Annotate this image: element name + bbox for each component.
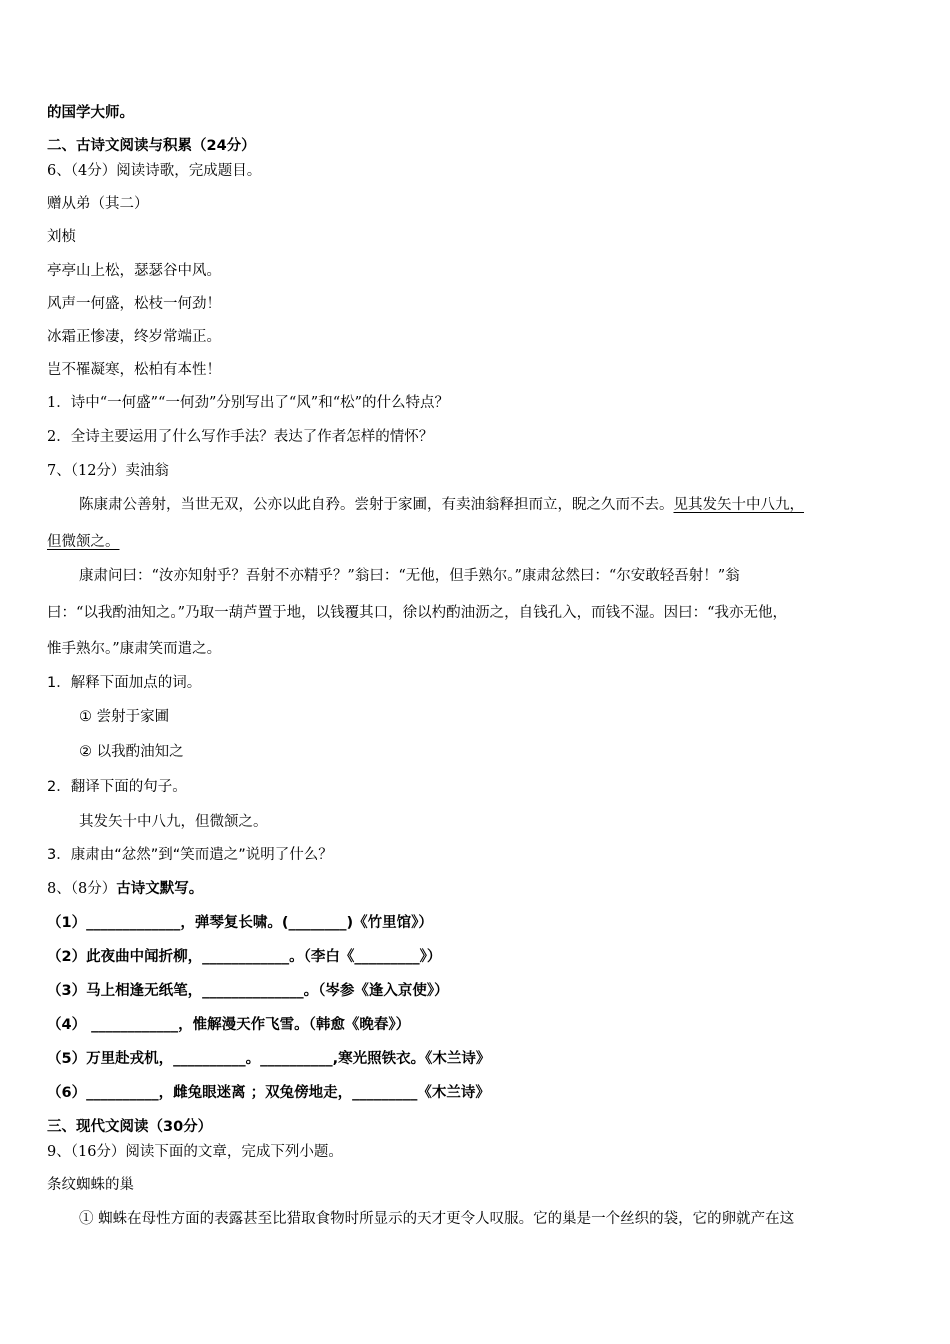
poem-title: 赠从弟（其二） [47,196,149,212]
sub-question: 1．解释下面加点的词。 [47,675,202,691]
passage-line: 惟手熟尔。”康肃笑而遣之。 [47,641,222,657]
section-heading: 三、现代文阅读（30分） [47,1119,213,1135]
text-line: 的国学大师。 [47,105,134,121]
article-title: 条纹蜘蛛的巢 [47,1177,134,1193]
sub-question: 1．诗中“一何盛”“一何劲”分别写出了“风”和“松”的什么特点？ [47,395,450,411]
sub-question: 2．翻译下面的句子。 [47,779,187,795]
poem-line: 风声一何盛，松枝一何劲！ [47,296,221,312]
poem-line: 亭亭山上松，瑟瑟谷中风。 [47,263,221,279]
sentence-item: 其发矢十中八九，但微颔之。 [79,814,268,830]
passage-line: 康肃问曰：“汝亦知射乎？吾射不亦精乎？”翁曰：“无他，但手熟尔。”康肃忿然曰：“尔安敢轻吾射！”翁 [79,568,740,584]
fill-blank-item: （1）_____________，弹琴复长啸。(________)《竹里馆》） [47,915,433,931]
poem-author: 刘桢 [47,229,76,245]
question-number: 8、（8分） [47,881,117,897]
passage-line: 曰：“以我酌油知之。”乃取一葫芦置于地，以钱覆其口，徐以杓酌油沥之，自钱孔入，而钱不湿。因曰：“我亦无他， [47,605,787,621]
question-header: 6、（4分）阅读诗歌，完成题目。 [47,163,262,179]
question-header: 7、（12分）卖油翁 [47,463,169,479]
passage-text: 陈康肃公善射，当世无双，公亦以此自矜。尝射于家圃，有卖油翁释担而立，睨之久而不去。 [79,497,674,513]
question-title: 古诗文默写。 [116,881,204,897]
fill-blank-item: （6）__________，雌兔眼迷离 ；双兔傍地走，_________《木兰诗》 [47,1085,490,1101]
sub-question: 3．康肃由“忿然”到“笑而遣之”说明了什么？ [47,847,333,863]
fill-blank-item: （4） ____________，惟解漫天作飞雪。（韩愈《晚春》） [47,1017,411,1033]
passage-line [79,495,804,515]
fill-blank-item: （3）马上相逢无纸笔，______________。（岑参《逢入京使》） [47,983,449,999]
poem-line: 冰霜正惨凄，终岁常端正。 [47,329,221,345]
poem-line: 岂不罹凝寒，松柏有本性！ [47,362,221,378]
question-header [47,879,203,899]
fill-blank-item: （2）此夜曲中闻折柳，____________。（李白《_________》） [47,949,442,965]
sub-question: 2．全诗主要运用了什么写作手法？表达了作者怎样的情怀？ [47,429,434,445]
section-heading: 二、古诗文阅读与积累（24分） [47,138,256,154]
article-paragraph: ① 蜘蛛在母性方面的表露甚至比猎取食物时所显示的天才更令人叹服。它的巢是一个丝织的袋，它的卵就产在这 [79,1211,795,1227]
fill-blank-item: （5）万里赴戎机，__________。__________,寒光照铁衣。《木兰诗》 [47,1051,491,1067]
word-item: ② 以我酌油知之 [79,744,184,760]
question-header: 9、（16分）阅读下面的文章，完成下列小题。 [47,1144,343,1160]
underlined-sentence: 见其发矢十中八九， [673,497,804,513]
word-item: ① 尝射于家圃 [79,709,170,725]
underlined-sentence-end: 但微颔之。 [47,534,120,550]
